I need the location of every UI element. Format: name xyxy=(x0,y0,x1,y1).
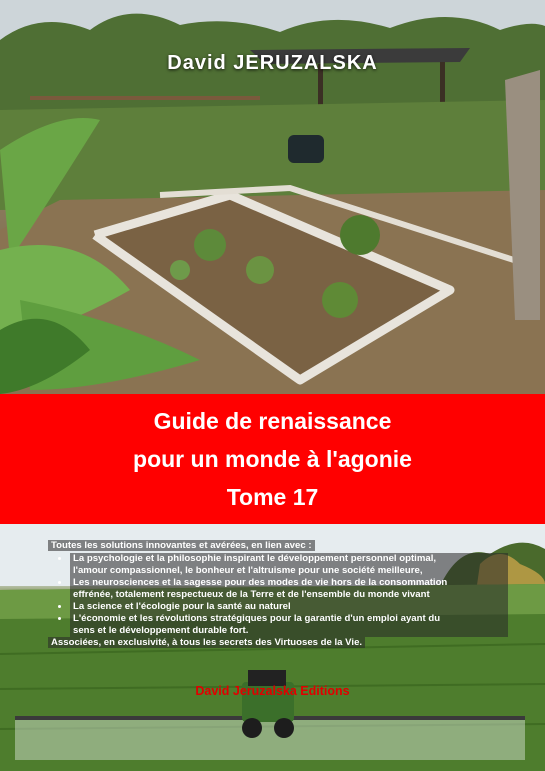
list-item xyxy=(70,553,508,577)
list-item xyxy=(70,601,508,613)
features-intro: Toutes les solutions innovantes et avérées, en lien avec : xyxy=(48,540,315,551)
publisher-name: David Jeruzalska Editions xyxy=(195,684,350,698)
feature-line: sens et le développement durable fort. xyxy=(70,625,508,637)
list-item xyxy=(70,613,508,637)
book-title-line-2: pour un monde à l'agonie xyxy=(133,446,412,472)
book-title-line-1: Guide de renaissance xyxy=(153,408,392,434)
feature-line: • L'économie et les révolutions stratégiques pour la garantie d'un emploi ayant du xyxy=(70,613,508,625)
feature-line: effrénée, totalement respectueux de la Terre et de l'ensemble du monde vivant xyxy=(70,589,508,601)
volume-number: Tome 17 xyxy=(226,484,319,510)
feature-line: l'amour compassionnel, le bonheur et l'altruisme pour une société meilleure, xyxy=(70,565,508,577)
feature-line: • La psychologie et la philosophie inspirant le développement personnel optimal, xyxy=(70,553,508,565)
feature-line: • La science et l'écologie pour la santé au naturel xyxy=(70,601,508,613)
feature-list xyxy=(48,553,508,637)
list-item xyxy=(70,577,508,601)
feature-list-block xyxy=(48,540,508,649)
author-name: David JERUZALSKA xyxy=(167,52,378,74)
features-outro: Associées, en exclusivité, à tous les secrets des Virtuoses de la Vie. xyxy=(48,637,365,648)
feature-line: • Les neurosciences et la sagesse pour des modes de vie hors de la consommation xyxy=(70,577,508,589)
